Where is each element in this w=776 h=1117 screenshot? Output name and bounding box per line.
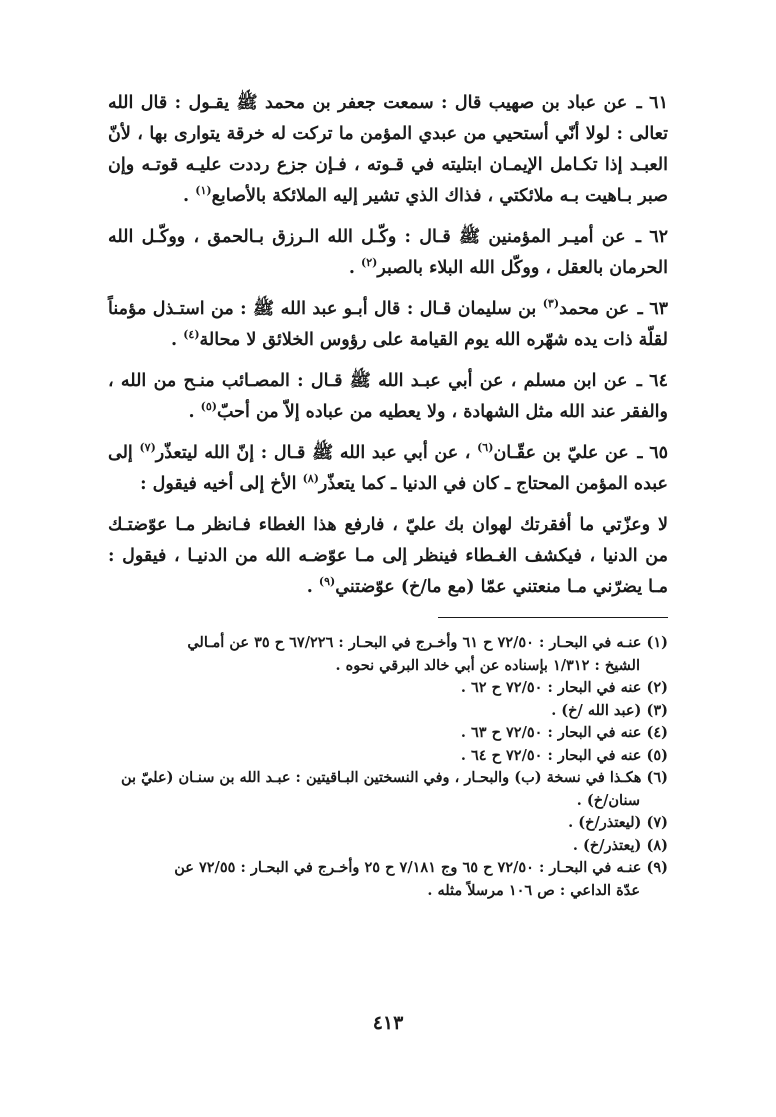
footnote-5: (٥) عنه في البحار : ٧٢/٥٠ ح ٦٤ . bbox=[460, 746, 668, 764]
footnote-ref: (٨) bbox=[302, 472, 319, 486]
hadith-text: عن ابن مسلم ، عن أبي عبـد الله ﷺ قـال : المصـائب منـح من الله ، والفقر عند الله مثل الشهادة ، ولا يعطيه من عباده إلاّ من أحبّ bbox=[108, 371, 668, 422]
footnote-4: (٤) عنه في البحار : ٧٢/٥٠ ح ٦٣ . bbox=[460, 724, 668, 741]
footnote-ref: (٦) bbox=[477, 441, 494, 455]
footnote-ref: (١) bbox=[195, 184, 212, 198]
hadith-61: ٦١ ـ عن عباد بن صهيب قال : سمعت جعفر بن محمد ﷺ يقـول : قال الله تعالى : لولا أنّي أستحيي من عبدي المؤمن ما تركت له خرقة يتوارى بها ، لأنّ العبـد إذا تكـامل الإيمـان ابتليته في قـوته ، فـإن جزع رددت عليـه قوتـه وإن صبر بـاهيت بـه ملائكتي ، فذاك الذي تشير إليه الملائكة بالأصابع$^{(١)}$ . bbox=[108, 93, 668, 206]
hadith-65: ٦٥ ـ عن عليّ بن عقّـان$^{(٦)}$ ، عن أبي عبد الله ﷺ قـال : إنّ الله ليتعذّر$^{(٧)}$ إلى عبده المؤمن المحتاج ـ كان في الدنيا ـ كما يتعذّر$^{(٨)}$ الأخ إلى أخيه فيقول : bbox=[108, 441, 668, 494]
hadith-text: لا وعزّتي ما أفقرتك لهوان بك عليّ ، فارفع هذا الغطاء فـانظر مـا عوّضتـك من الدنيا ، فيكشف الغـطاء فينظر إلى مـا عوّضـه الله من الدنيـا ، فيقول : مـا يضرّني مـا منعتني عمّا (مع ما/خ) عوّضتني bbox=[108, 515, 668, 597]
hadith-text: عن عباد بن صهيب قال : سمعت جعفر بن محمد ﷺ يقـول : قال الله تعالى : لولا أنّي أستحيي من عبدي المؤمن ما تركت له خرقة يتوارى بها ، لأنّ العبـد إذا تكـامل الإيمـان ابتليته في قـوته ، فـإن جزع رددت عليـه قوتـه وإن صبر بـاهيت بـه ملائكتي ، فذاك الذي تشير إليه الملائكة بالأصابع bbox=[108, 93, 668, 206]
hadith-65-continued: لا وعزّتي ما أفقرتك لهوان بك عليّ ، فارفع هذا الغطاء فـانظر مـا عوّضتـك من الدنيا ، فيكشف الغـطاء فينظر إلى مـا عوّضـه الله من الدنيـا ، فيقول : مـا يضرّني مـا منعتني عمّا (مع ما/خ) عوّضتني$^{(٩)}$ . bbox=[108, 515, 668, 597]
footnote-ref: (٩) bbox=[318, 575, 336, 589]
footnote-ref: (٧) bbox=[139, 441, 156, 455]
hadith-62: ٦٢ ـ عن أميـر المؤمنين ﷺ قـال : وكّـل الله الـرزق بـالحمق ، ووكّـل الله الحرمان بالعقل ، ووكّل الله البلاء بالصبر$^{(٢)}$ . bbox=[108, 227, 668, 278]
hadith-number: ٦٤ ـ bbox=[636, 371, 668, 391]
footnote-8: (٨) (يعتذر/خ) . bbox=[572, 836, 668, 854]
page-number: ٤١٣ bbox=[372, 1012, 404, 1034]
hadith-64: ٦٤ ـ عن ابن مسلم ، عن أبي عبـد الله ﷺ قـال : المصـائب منـح من الله ، والفقر عند الله مثل الشهادة ، ولا يعطيه من عباده إلاّ من أحبّ$^{(٥)}$ . bbox=[108, 371, 668, 422]
hadith-text: عن محمد bbox=[559, 299, 630, 319]
main-text bbox=[108, 88, 668, 603]
hadith-63: ٦٣ ـ عن محمد$^{(٣)}$ بن سليمان قـال : قال أبـو عبد الله ﷺ : من استـذل مؤمناً لقلّة ذات يده شهّره الله يوم القيامة على رؤوس الخلائق لا محالة$^{(٤)}$ . bbox=[108, 297, 668, 350]
footnote-ref: (٢) bbox=[361, 256, 378, 270]
footnote-1: (١) عنـه في البحـار : ٧٢/٥٠ ح ٦١ وأخـرج في البحـار : ٦٧/٢٢٦ ح ٣٥ عن أمـالي الشيخ : ١/٣١٢ بإسناده عن أبي خالد البرقي نحوه . bbox=[187, 634, 668, 674]
hadith-number: ٦٥ ـ bbox=[637, 443, 668, 463]
footnote-ref: (٥) bbox=[200, 400, 217, 414]
hadith-number: ٦١ ـ bbox=[636, 93, 668, 113]
footnote-ref: (٤) bbox=[183, 328, 200, 342]
footnote-ref: (٣) bbox=[542, 297, 560, 311]
hadith-text: عن أميـر المؤمنين ﷺ قـال : وكّـل الله الـرزق بـالحمق ، ووكّـل الله الحرمان بالعقل ، ووكّل الله البلاء بالصبر bbox=[108, 227, 668, 278]
footnotes bbox=[108, 632, 668, 902]
footnote-separator bbox=[438, 617, 668, 618]
footnote-9: (٩) عنـه في البحـار : ٧٢/٥٠ ح ٦٥ وج ٧/١٨١ ح ٢٥ وأخـرج في البحـار : ٧٢/٥٥ عن عدّة الداعي : ص ١٠٦ مرسلاً مثله . bbox=[174, 859, 668, 899]
footnote-2: (٢) عنه في البحار : ٧٢/٥٠ ح ٦٢ . bbox=[460, 679, 668, 696]
hadith-text: عن عليّ بن عقّـان bbox=[493, 443, 629, 463]
hadith-number: ٦٣ ـ bbox=[637, 299, 668, 319]
hadith-number: ٦٢ ـ bbox=[635, 227, 668, 247]
footnote-3: (٣) (عبد الله /خ) . bbox=[551, 701, 668, 719]
footnote-6: (٦) هكـذا في نسخة (ب) والبحـار ، وفي النسختين البـاقيتين : عبـد الله بن سنـان (عليّ بن سنان/خ) . bbox=[120, 769, 668, 809]
footnote-7: (٧) (ليعتذر/خ) . bbox=[568, 814, 668, 831]
